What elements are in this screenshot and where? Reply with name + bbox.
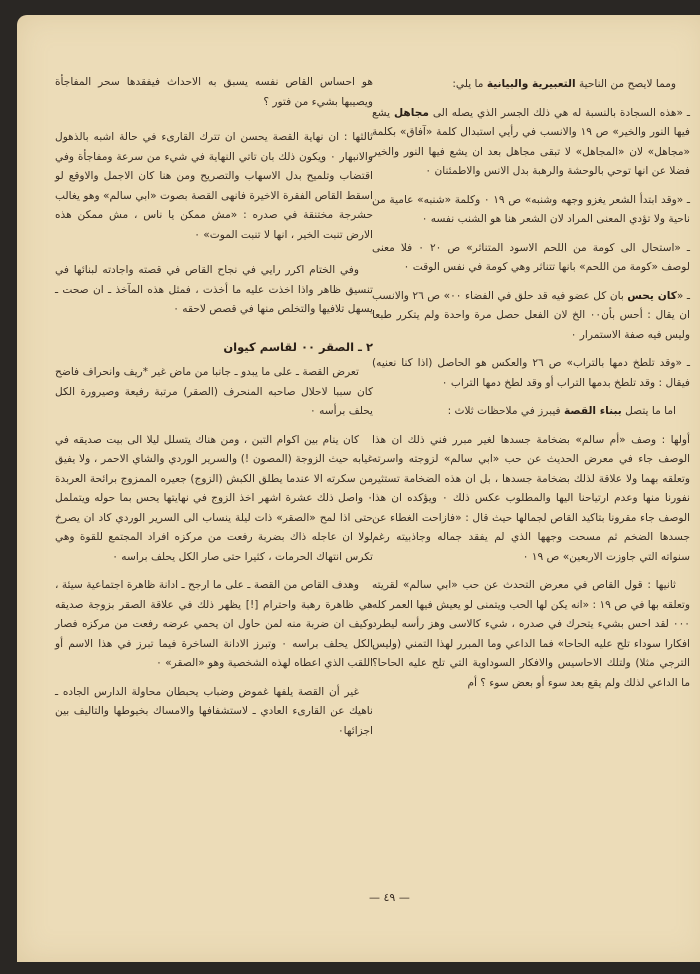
text: اما ما يتصل [621, 405, 676, 417]
text: ومما لايصح من الناحية [575, 78, 676, 90]
paragraph [372, 287, 690, 346]
paragraph: ـ «استحال الى كومة من اللحم الاسود المتناثر» ص ٢٠ ٠ فلا معنى لوصف «كومة من اللحم» بانها تتناثر وهي كومة في نفس الوقت ٠ [372, 241, 690, 273]
section-heading: ٢ ـ الصقر ٠٠ لقاسم كيوان [223, 339, 373, 354]
text: ـ «هذه السجادة بالنسبة له هي ذلك الجسر الذي يصله الى [428, 106, 690, 119]
bold-term: كان يحس [627, 289, 677, 302]
paragraph [372, 402, 690, 422]
intro-paragraph [372, 75, 690, 95]
paragraph: ـ «وقد تلطخ دمها بالتراب» ص ٢٦ والعكس هو الحاصل (اذا كنا نعنيه) فيقال : وقد تلطخ بدمها التراب أو وقد لطخ دمها التراب ٠ [372, 357, 690, 389]
text: ـ « [676, 289, 690, 302]
paragraph: ـ «وقد ابتدأ الشعر يغزو وجهه وشنبه» ص ١٩ ٠ وكلمة «شنبه» عامية من ناحية ولا تؤدي المعنى المراد لان الشعر هنا هو الشنب نفسه ٠ [372, 193, 690, 225]
paragraph: أولها : وصف «أم سالم» بضخامة جسدها لغير مبرر فني ذلك ان هذا الوصف جاء في معرض الحديث عن حب «ابي سالم» لزوجته واسرته وتعلقه بهما ولا علاقة لذلك بضخامة جسدها ، بل ان هذه الضخامة تستثير نفورنا منها وعدم ارتياحنا اليها والمطلوب عكس ذلك ٠ ويؤكده ان هذا الوصف جاء مقرونا بتاكيد القاص لجمالها حيث قال : «فازاحت الغطاء عن جسدها الضخم ثم مسحت وجهها الذي لم يفقد جماله وجاذبيته رغم سنواته التي جاوزت الاربعين» ص ١٩ ٠ [372, 433, 690, 563]
paragraph: ثالثها : ان نهاية القصة يحسن ان تترك القارىء في حالة اشبه بالذهول والانبهار ٠ ويكون ذلك بان تاتي النهاية في شيء من سرعة ومفاجأة وفي اقتضاب وتلميح بدل الاسهاب والتصريح ومن هنا كان الاجمل والاوقع لو اسقط القاص الفقرة الاخيرة فانهى القصة بصوت «ابي سالم» وهو يغالب حشرجة مختنقة في صدره : «مش ممكن يا ناس ، مش ممكن هذه الارض تنبت الخير ، انها لا تنبت الموت» ٠ [55, 131, 373, 241]
paragraph: وهدف القاص من القصة ـ على ما ارجح ـ ادانة ظاهرة اجتماعية سيئة ، هي ظاهرة رهبة واحترام [!] يظهر ذلك في علاقة الصقر بزوجة صديقه وكيف ان ضربة منه لمن حاول ان يحمي عرضه رفعت من مركزه فصار الكل يحلف براسه ٠ وتبرز الادانة الساخرة فيما تبرز في هذا الاسم أو اللقب الذي اعطاه لهذه الشخصية وهو «الصقر» ٠ [55, 579, 373, 669]
paragraph [372, 104, 690, 182]
paragraph: هو احساس القاص نفسه يسبق به الاحداث فيفقدها سحر المفاجأة ويصيبها بشيء من فتور ؟ [55, 76, 373, 108]
bold-term: ببناء القصة [563, 405, 622, 417]
right-column [372, 75, 690, 702]
paragraph: كان ينام بين اكوام التبن ، ومن هناك يتسلل ليلا الى بيت صديقه في غيابه حيث الزوجة (المصون !) والسرير الوردي والشاي الاحمر ، ولا يفيق من سكرته الا عندما يطلق الكبش (الزوج) جعيره الممزوج برائحة العربدة ٠ واصل ذلك عشرة اشهر اخذ الزوج في نهايتها يحس بما حوله ويتململ حتى اذا لمح «الصقر» ذات ليلة ينساب الى السرير الوردي كاد ان يصرخ لولا ان عاجله ذاك بضربة رفعت من مركزه افراد المجتمع للقوة وهي تكرس انتهاك الحرمات ، كثيرا حتى صار الكل يحلف براسه ٠ [55, 433, 373, 563]
paragraph: تعرض القصة ـ على ما يبدو ـ جانبا من ماض غير *ريف وانحراف فاضح كان سببا لاحلال صاحبه المنحرف (الصقر) مرتبة رفيعة وصيرورة الكل يحلف برأسه ٠ [55, 366, 373, 417]
page-number: — ٤٩ — [369, 891, 410, 904]
left-column [55, 73, 373, 750]
bold-term: التعبيرية والبيانية [486, 78, 576, 90]
bold-term: مجاهل [393, 106, 429, 119]
text: فيبرز في ملاحظات ثلاث : [447, 405, 564, 417]
scanned-page [17, 15, 700, 962]
paragraph: ثانيها : قول القاص في معرض التحدث عن حب «ابي سالم» لقريته وتعلقه بها في ص ١٩ : «انه يكن لها الحب ويتمنى لو يعيش فيها العمر كله ٠٠٠ لقد احس بشيء يتحرك في صدره ، شيء كالاسى وهز رأسه ليطرد افكارا سوداء تلح عليه الحاحا» فما الداعي وما المبرر لهذا التمني (وليس الترجي مثلا) ولتلك الاحاسيس والافكار السوداوية التي تلح عليه الحاحا؟ ما الداعي لذلك ولم يقع بعد سوء أو بعض سوء ؟ أم [372, 579, 690, 689]
paragraph: وفي الختام اكرر رايي في نجاح القاص في قصته واجادته لبنائها في تنسيق ظاهر واذا اخذت عليه ما أخذت ، فمثل هذه المآخذ ـ ان صحت ـ يسهل تلافيها والتخلص منها في قصص لاحقه ٠ [55, 264, 373, 315]
text: ما يلي: [452, 78, 487, 90]
text: بان كل عضو فيه قد حلق في الفضاء ٠٠» ص ٢٦ والانسب ان يقال : أحس بأن٠٠ الخ لان الفعل حصل مرة واحدة ولم يتكرر طبعا وليس فيه صفة الاستمرار ٠ [372, 289, 690, 341]
paragraph: غير أن القصة يلفها غموض وضباب يحبطان محاولة الدارس الجاده ـ ناهيك عن القارىء العادي ـ لاستشفافها والامساك بخيوطها والتاليف بين اجزائها٠ [55, 685, 373, 737]
text: يشع فيها النور والخير» ص ١٩ والانسب في رأيي استبدال كلمة «آفاق» بكلمة «مجاهل» لان «المجاهل» لا تبقى مجاهل بعد ان يشع فيها النور والخير فضلا عن انها توحي بالوحشة والرهبة بدل الانس والاطمئنان ٠ [372, 106, 690, 177]
